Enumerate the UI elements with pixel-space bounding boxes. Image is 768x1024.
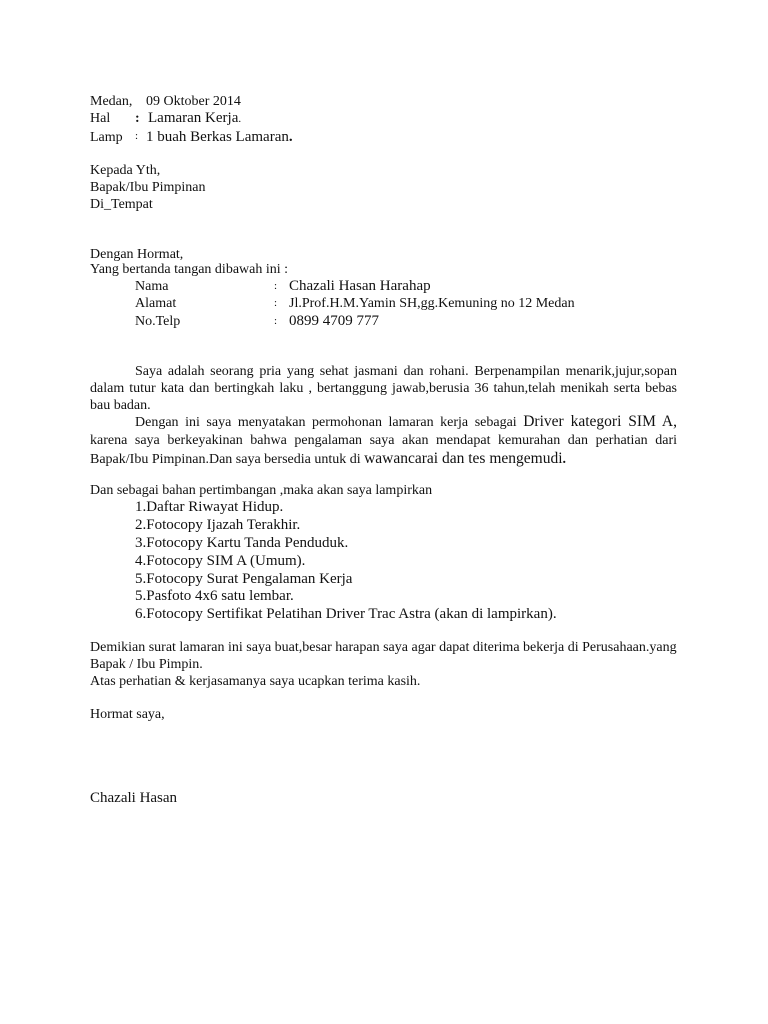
greeting: Dengan Hormat, [90, 247, 184, 262]
list-item: 1.Daftar Riwayat Hidup. [135, 499, 284, 515]
identity-value-address: Jl.Prof.H.M.Yamin SH,gg.Kemuning no 12 Medan [289, 296, 575, 311]
identity-value-phone: 0899 4709 777 [289, 313, 379, 329]
body-paragraph-1: Saya adalah seorang pria yang sehat jasmani dan rohani. Berpenampilan menarik,jujur,sopan dalam tutur kata dan bertingkah laku , bertanggung jawab,berusia 36 tahun,telah menikah serta bebas bau badan. [90, 364, 677, 413]
letter-date: 09 Oktober 2014 [146, 94, 241, 109]
identity-colon-phone: : [274, 315, 278, 327]
list-item: 6.Fotocopy Sertifikat Pelatihan Driver Trac Astra (akan di lampirkan). [135, 606, 557, 622]
recipient-line-1: Kepada Yth, [90, 163, 161, 178]
hal-colon: : [135, 111, 140, 126]
list-item: 3.Fotocopy Kartu Tanda Penduduk. [135, 535, 349, 551]
intro-line: Yang bertanda tangan dibawah ini : [90, 262, 289, 277]
list-item: 4.Fotocopy SIM A (Umum). [135, 553, 306, 569]
identity-label-phone: No.Telp [135, 314, 181, 329]
identity-colon-name: : [274, 280, 278, 292]
lamp-colon: : [135, 130, 139, 142]
place-label: Medan, [90, 94, 133, 109]
identity-label-address: Alamat [135, 296, 177, 311]
identity-label-name: Nama [135, 279, 169, 294]
closing-line-1: Demikian surat lamaran ini saya buat,besar harapan saya agar dapat diterima bekerja di Perusahaan.yang [90, 640, 677, 655]
hal-value: Lamaran Kerja. [148, 110, 242, 126]
sign-off: Hormat saya, [90, 707, 165, 722]
lamp-value: 1 buah Berkas Lamaran. [146, 129, 293, 145]
lamp-label: Lamp [90, 130, 123, 145]
closing-line-3: Atas perhatian & kerjasamanya saya ucapkan terima kasih. [90, 674, 421, 689]
closing-line-2: Bapak / Ibu Pimpin. [90, 657, 203, 672]
list-item: 5.Fotocopy Surat Pengalaman Kerja [135, 571, 353, 587]
attachments-intro: Dan sebagai bahan pertimbangan ,maka akan saya lampirkan [90, 483, 433, 498]
list-item: 5.Pasfoto 4x6 satu lembar. [135, 588, 294, 604]
signature-name: Chazali Hasan [90, 790, 178, 806]
identity-colon-address: : [274, 297, 278, 309]
hal-label: Hal [90, 111, 111, 126]
recipient-line-2: Bapak/Ibu Pimpinan [90, 180, 206, 195]
body-paragraph-2: Dengan ini saya menyatakan permohonan lamaran kerja sebagai Driver kategori SIM A, karena saya berkeyakinan bahwa pengalaman saya akan mendapat kemurahan dan perhatian dari Bapak/Ibu Pimpinan.Dan saya bersedia untuk di wawancarai dan tes mengemudi. [90, 413, 677, 467]
identity-value-name: Chazali Hasan Harahap [289, 278, 431, 294]
recipient-line-3: Di_Tempat [90, 197, 153, 212]
list-item: 2.Fotocopy Ijazah Terakhir. [135, 517, 301, 533]
